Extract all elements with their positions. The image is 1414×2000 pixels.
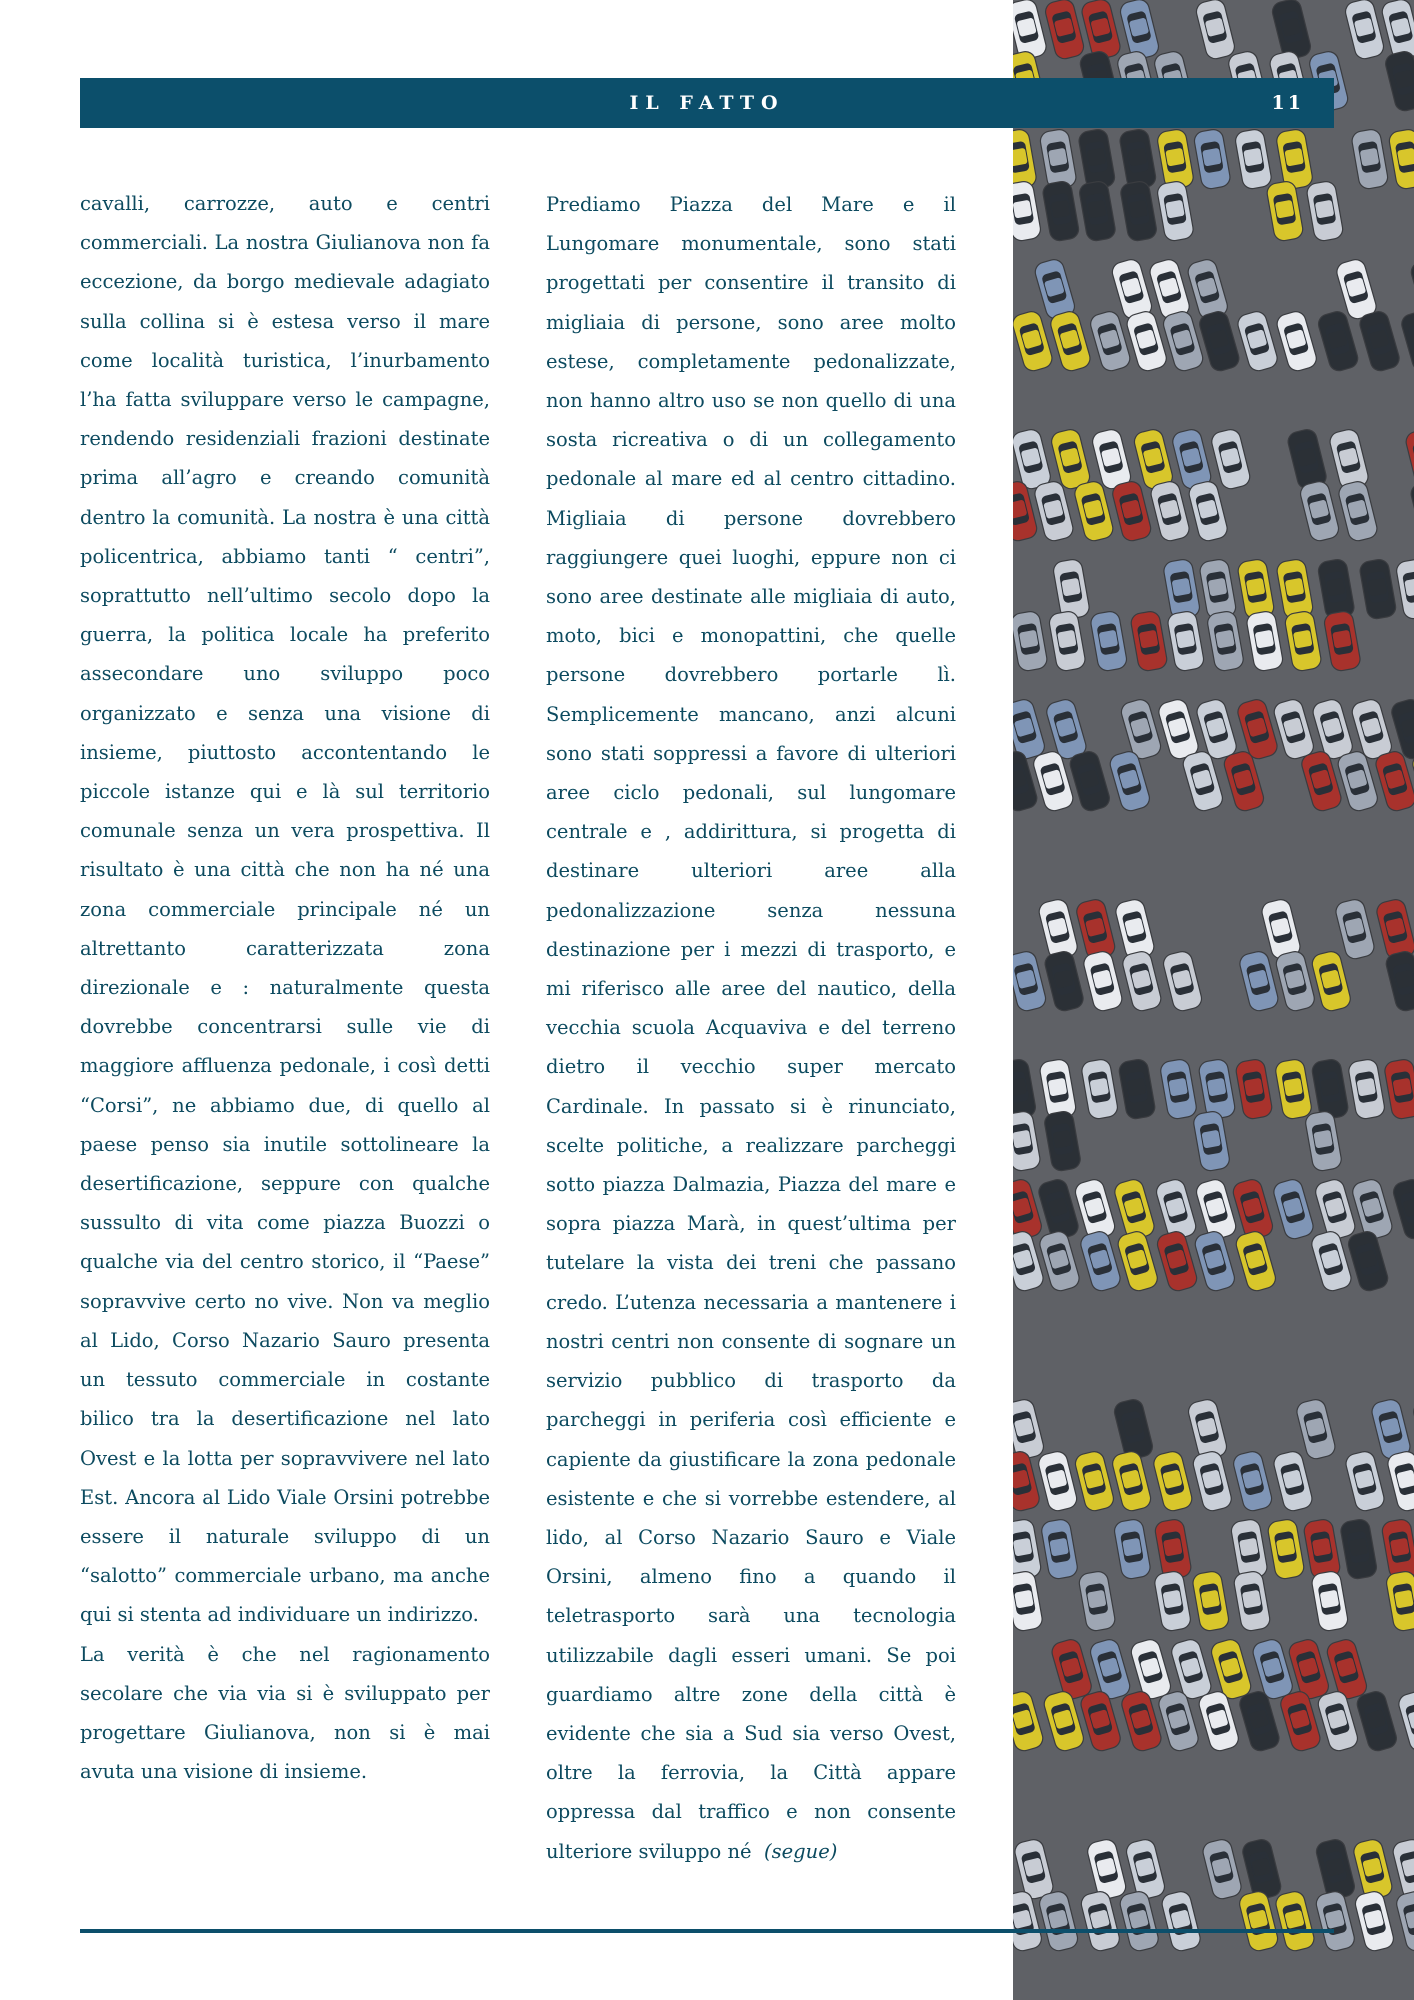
article-paragraph-text: Prediamo Piazza del Mare e il Lungomare monumentale, sono stati progettati per consentire il transito di migliaia di persone, sono aree molto estese, completamente pedonalizzate, non hanno altro uso se non quello di una sosta ricreativa o di un collegamento pedonale al mare ed al centro cittadino. Migliaia di persone dovrebbero raggiungere quei luoghi, eppure non ci sono aree destinate alle migliaia di auto, moto, bici e monopattini, che quelle persone dovrebbero portarle lì. Semplicemente mancano, anzi alcuni sono stati soppressi a favore di ulteriori aree ciclo pedonali, sul lungomare centrale e , addirittura, si progetta di destinare ulteriori aree alla pedonalizzazione senza nessuna destinazione per i mezzi di trasporto, e mi riferisco alle aree del nautico, della vecchia scuola Acquaviva e del terreno dietro il vecchio super mercato Cardinale. In passato si è rinunciato, scelte politiche, a realizzare parcheggi sotto piazza Dalmazia, Piazza del mare e sopra piazza Marà, in quest’ultima per tutelare la vista dei treni che passano credo. L’utenza necessaria a mantenere i nostri centri non consente di sognare un servizio pubblico di trasporto da parcheggi in periferia così efficiente e capiente da giustificare la zona pedonale esistente e che si vorrebbe estendere, al lido, al Corso Nazario Sauro e Viale Orsini, almeno fino a quando il teletrasporto sarà una tecnologia utilizzabile dagli esseri umani. Se poi guardiamo altre zone della città è evidente che sia a Sud sia verso Ovest, oltre la ferrovia, la Città appare oppressa dal traffico e non consente ulteriore sviluppo né xyxy=(546,193,956,1863)
header-bar xyxy=(80,78,1334,128)
article-paragraph: La verità è che nel ragionamento secolare che via via si è sviluppato per progettare Giulianova, non si è mai avuta una visione di insieme. xyxy=(80,1642,490,1784)
parking-lot-photo xyxy=(1013,0,1414,2000)
article-column-left xyxy=(80,184,490,1791)
article-column-right xyxy=(546,185,956,1871)
parking-lot-illustration xyxy=(1013,0,1414,2000)
continuation-marker: (segue) xyxy=(764,1839,838,1863)
footer-rule xyxy=(80,1929,1334,1933)
article-paragraph xyxy=(546,185,956,1871)
article-paragraph: cavalli, carrozze, auto e centri commerciali. La nostra Giulianova non fa eccezione, da borgo medievale adagiato sulla collina si è estesa verso il mare come località turistica, l’inurbamento l’ha fatta sviluppare verso le campagne, rendendo residenziali frazioni destinate prima all’agro e creando comunità dentro la comunità. La nostra è una città policentrica, abbiamo tanti “ centri”, soprattutto nell’ultimo secolo dopo la guerra, la politica locale ha preferito assecondare uno sviluppo poco organizzato e senza una visione di insieme, piuttosto accontentando le piccole istanze qui e là sul territorio comunale senza un vera prospettiva. Il risultato è una città che non ha né una zona commerciale principale né un altrettanto caratterizzata zona direzionale e : naturalmente questa dovrebbe concentrarsi sulle vie di maggiore affluenza pedonale, i così detti “Corsi”, ne abbiamo due, di quello al paese penso sia inutile sottolineare la desertificazione, seppure con qualche sussulto di vita come piazza Buozzi o qualche via del centro storico, il “Paese” sopravvive certo no vive. Non va meglio al Lido, Corso Nazario Sauro presenta un tessuto commerciale in costante bilico tra la desertificazione nel lato Ovest e la lotta per sopravvivere nel lato Est. Ancora al Lido Viale Orsini potrebbe essere il naturale sviluppo di un “salotto” commerciale urbano, ma anche qui si stenta ad individuare un indirizzo. xyxy=(80,192,490,1627)
section-title: IL FATTO xyxy=(629,92,785,114)
page-number: 11 xyxy=(1271,92,1304,114)
